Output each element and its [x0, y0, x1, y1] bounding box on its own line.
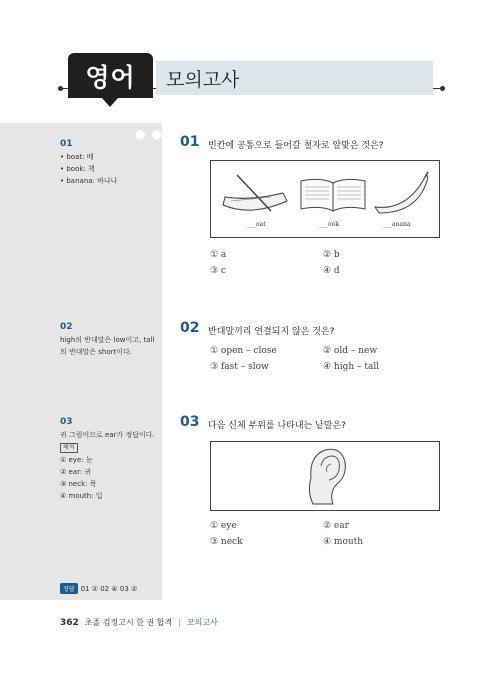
sidebar	[0, 123, 162, 600]
subject-tab	[68, 53, 153, 98]
option-03-4[interactable]: ④ mouth	[323, 537, 364, 547]
option-02-3[interactable]: ③ fast – slow	[210, 362, 269, 372]
note-line: 귀 그림이므로 ear가 정답이다.	[60, 431, 155, 439]
header-rule-dot-right	[440, 86, 445, 91]
note-line: 의 반대말은 short이다.	[60, 348, 132, 356]
question-image-box-03	[210, 441, 440, 511]
option-02-1[interactable]: ① open – close	[210, 346, 277, 356]
footer-separator: |	[178, 618, 181, 627]
sidebar-dots: ● ●	[135, 127, 163, 141]
ear-icon	[211, 442, 439, 510]
option-01-1[interactable]: ① a	[210, 250, 227, 260]
note-line: ④ mouth: 입	[60, 492, 103, 500]
option-02-4[interactable]: ④ high – tall	[323, 362, 380, 372]
page-footer	[60, 617, 218, 628]
question-number-01: 01	[180, 134, 200, 150]
note-line: ③ neck: 목	[60, 480, 97, 488]
option-02-2[interactable]: ② old – new	[323, 346, 378, 356]
note-line: • book: 책	[60, 165, 95, 173]
note-01	[60, 138, 117, 187]
option-01-4[interactable]: ④ d	[323, 266, 340, 276]
note-line: ① eye: 눈	[60, 456, 93, 464]
section-name: 모의고사	[186, 618, 218, 627]
question-text-01: 빈칸에 공통으로 들어갈 철자로 알맞은 것은?	[208, 141, 384, 151]
boat-icon	[223, 175, 287, 211]
question-image-box-01	[210, 160, 440, 238]
note-02	[60, 321, 154, 358]
caption-book: ___ook	[319, 221, 339, 228]
option-03-1[interactable]: ① eye	[210, 521, 237, 531]
subject-label: 영어	[85, 62, 136, 92]
note-line: • boat: 배	[60, 153, 94, 161]
note-line: ② ear: 귀	[60, 468, 92, 476]
option-03-2[interactable]: ② ear	[323, 521, 349, 531]
question-text-02: 반대말끼리 연결되지 않은 것은?	[208, 327, 335, 337]
note-number: 03	[60, 417, 73, 427]
page-number: 362	[60, 617, 79, 628]
answer-text: 01 ② 02 ④ 03 ②	[80, 584, 138, 593]
option-03-3[interactable]: ③ neck	[210, 537, 243, 547]
answer-badge: 정답	[60, 583, 78, 594]
note-number: 02	[60, 322, 73, 332]
caption-boat: ___oat	[247, 221, 266, 228]
note-line: • banana: 바나나	[60, 177, 118, 185]
book-title: 초졸 검정고시 한 권 합격	[84, 618, 173, 627]
header-rule-dot-left	[58, 86, 63, 91]
question-text-03: 다음 신체 부위를 나타내는 낱말은?	[208, 421, 346, 431]
answer-key	[60, 583, 137, 594]
note-number: 01	[60, 139, 73, 149]
note-line: high의 반대말은 low이고, tall	[60, 336, 155, 344]
option-01-2[interactable]: ② b	[323, 250, 340, 260]
caption-banana: ___anana	[383, 221, 411, 228]
page-title: 모의고사	[156, 61, 433, 95]
option-01-3[interactable]: ③ c	[210, 266, 226, 276]
note-03	[60, 416, 155, 502]
question-number-03: 03	[180, 414, 200, 430]
book-icon	[301, 179, 365, 211]
translation-tag: 해석	[60, 443, 78, 453]
question-number-02: 02	[180, 320, 200, 336]
banana-icon	[375, 172, 428, 213]
